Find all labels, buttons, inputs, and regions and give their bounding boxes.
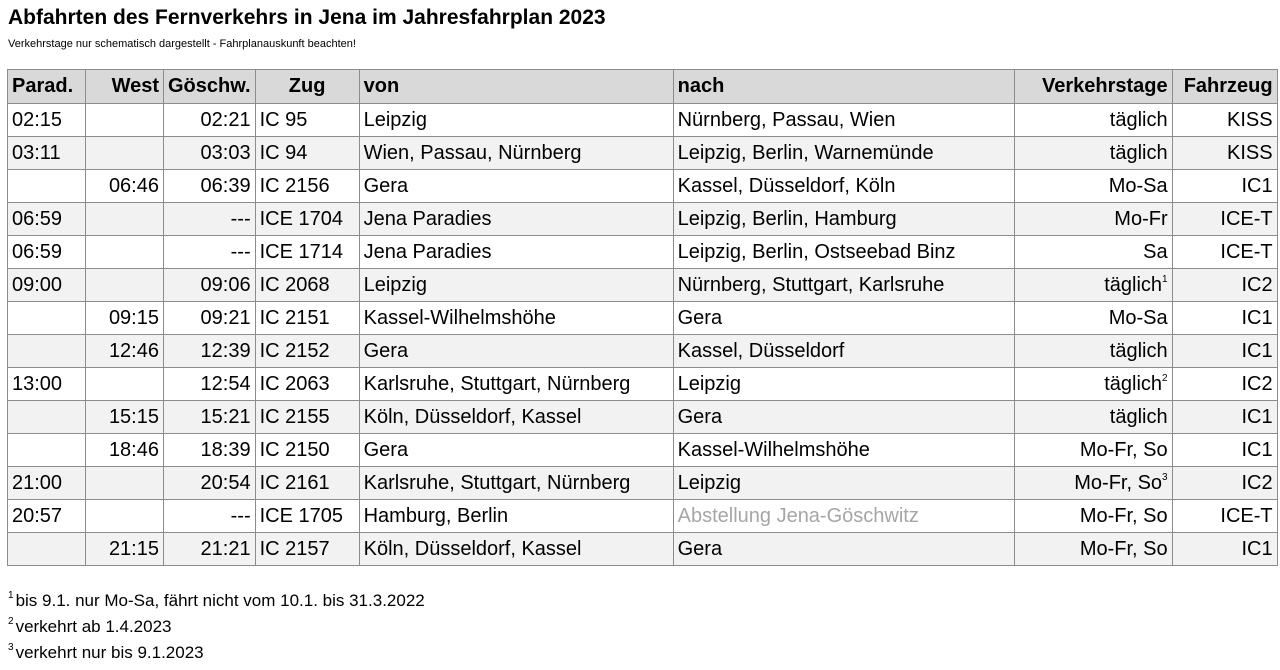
cell-zug: IC 2063 (255, 368, 359, 401)
cell-von: Leipzig (359, 104, 673, 137)
cell-paradies: 20:57 (8, 500, 86, 533)
cell-verkehrstage (1014, 170, 1172, 203)
verkehrstage-text: Sa (1143, 241, 1168, 263)
table-row (8, 467, 1278, 500)
cell-von: Hamburg, Berlin (359, 500, 673, 533)
cell-verkehrstage (1014, 203, 1172, 236)
footnote-text: bis 9.1. nur Mo-Sa, fährt nicht vom 10.1. bis 31.3.2022 (15, 591, 425, 610)
cell-nach: Leipzig, Berlin, Ostseebad Binz (673, 236, 1014, 269)
table-row (8, 104, 1278, 137)
departures-table (7, 69, 1278, 566)
cell-nach: Nürnberg, Passau, Wien (673, 104, 1014, 137)
cell-verkehrstage (1014, 302, 1172, 335)
cell-von: Gera (359, 434, 673, 467)
cell-fahrzeug: ICE-T (1172, 203, 1277, 236)
cell-west (86, 203, 164, 236)
cell-paradies (8, 533, 86, 566)
cell-von: Karlsruhe, Stuttgart, Nürnberg (359, 368, 673, 401)
cell-zug: IC 2151 (255, 302, 359, 335)
verkehrstage-text: Mo-Sa (1108, 307, 1168, 329)
cell-goeschwitz: 03:03 (164, 137, 256, 170)
cell-paradies (8, 434, 86, 467)
cell-von: Köln, Düsseldorf, Kassel (359, 533, 673, 566)
cell-verkehrstage (1014, 104, 1172, 137)
footnote-reference: 3 (1162, 472, 1168, 483)
verkehrstage-text: Mo-Fr, So (1074, 472, 1163, 494)
cell-verkehrstage (1014, 269, 1172, 302)
cell-paradies: 21:00 (8, 467, 86, 500)
cell-west (86, 137, 164, 170)
cell-goeschwitz: 18:39 (164, 434, 256, 467)
cell-paradies: 02:15 (8, 104, 86, 137)
footnote-mark: 3 (8, 642, 14, 653)
cell-nach: Leipzig (673, 467, 1014, 500)
cell-paradies: 06:59 (8, 236, 86, 269)
header-nach: nach (673, 70, 1014, 104)
cell-fahrzeug: IC1 (1172, 401, 1277, 434)
verkehrstage-text: Mo-Fr (1114, 208, 1168, 230)
cell-goeschwitz: 12:54 (164, 368, 256, 401)
page-subtitle: Verkehrstage nur schematisch dargestellt - Fahrplanauskunft beachten! (8, 38, 356, 50)
cell-west: 15:15 (86, 401, 164, 434)
header-parad: Parad. (8, 70, 86, 104)
cell-nach: Gera (673, 401, 1014, 434)
cell-nach: Kassel-Wilhelmshöhe (673, 434, 1014, 467)
verkehrstage-text: täglich (1104, 373, 1163, 395)
table-header-row (8, 70, 1278, 104)
cell-von: Jena Paradies (359, 236, 673, 269)
table-row (8, 500, 1278, 533)
footnote-reference: 2 (1162, 373, 1168, 384)
cell-goeschwitz: 02:21 (164, 104, 256, 137)
cell-nach: Nürnberg, Stuttgart, Karlsruhe (673, 269, 1014, 302)
page-title: Abfahrten des Fernverkehrs in Jena im Jahresfahrplan 2023 (8, 6, 606, 29)
cell-verkehrstage (1014, 467, 1172, 500)
header-west: West (86, 70, 164, 104)
cell-verkehrstage (1014, 137, 1172, 170)
cell-verkehrstage (1014, 500, 1172, 533)
cell-goeschwitz: 12:39 (164, 335, 256, 368)
cell-von: Kassel-Wilhelmshöhe (359, 302, 673, 335)
cell-west (86, 467, 164, 500)
cell-nach: Leipzig (673, 368, 1014, 401)
cell-verkehrstage (1014, 401, 1172, 434)
cell-zug: IC 2152 (255, 335, 359, 368)
cell-fahrzeug: IC1 (1172, 302, 1277, 335)
footnote-mark: 1 (8, 590, 14, 601)
cell-verkehrstage (1014, 335, 1172, 368)
cell-west: 12:46 (86, 335, 164, 368)
verkehrstage-text: täglich (1104, 274, 1163, 296)
verkehrstage-text: Mo-Fr, So (1079, 538, 1168, 560)
cell-zug: IC 2161 (255, 467, 359, 500)
cell-zug: ICE 1705 (255, 500, 359, 533)
cell-paradies (8, 170, 86, 203)
cell-fahrzeug: IC1 (1172, 335, 1277, 368)
footnote (8, 614, 425, 640)
cell-west: 09:15 (86, 302, 164, 335)
cell-zug: IC 94 (255, 137, 359, 170)
table-row (8, 434, 1278, 467)
cell-nach: Kassel, Düsseldorf (673, 335, 1014, 368)
footnote-reference: 1 (1162, 274, 1168, 285)
table-row (8, 401, 1278, 434)
cell-west (86, 368, 164, 401)
cell-fahrzeug: IC1 (1172, 533, 1277, 566)
cell-west (86, 269, 164, 302)
footnote (8, 640, 425, 666)
cell-goeschwitz: 15:21 (164, 401, 256, 434)
cell-zug: IC 2156 (255, 170, 359, 203)
cell-verkehrstage (1014, 236, 1172, 269)
footnotes (8, 588, 425, 666)
cell-fahrzeug: ICE-T (1172, 236, 1277, 269)
cell-goeschwitz: --- (164, 203, 256, 236)
cell-west (86, 236, 164, 269)
cell-west: 06:46 (86, 170, 164, 203)
table-body (8, 104, 1278, 566)
footnote-text: verkehrt ab 1.4.2023 (15, 617, 172, 636)
cell-nach: Abstellung Jena-Göschwitz (673, 500, 1014, 533)
header-fahrzeug: Fahrzeug (1172, 70, 1277, 104)
cell-verkehrstage (1014, 434, 1172, 467)
header-von: von (359, 70, 673, 104)
cell-paradies: 13:00 (8, 368, 86, 401)
cell-zug: IC 2068 (255, 269, 359, 302)
verkehrstage-text: Mo-Fr, So (1079, 505, 1168, 527)
cell-goeschwitz: 20:54 (164, 467, 256, 500)
cell-goeschwitz: --- (164, 500, 256, 533)
header-zug: Zug (255, 70, 359, 104)
cell-fahrzeug: IC1 (1172, 434, 1277, 467)
verkehrstage-text: täglich (1109, 109, 1168, 131)
cell-west (86, 104, 164, 137)
table-row (8, 170, 1278, 203)
table-row (8, 203, 1278, 236)
cell-fahrzeug: ICE-T (1172, 500, 1277, 533)
table-row (8, 335, 1278, 368)
cell-nach: Kassel, Düsseldorf, Köln (673, 170, 1014, 203)
cell-verkehrstage (1014, 368, 1172, 401)
cell-west: 21:15 (86, 533, 164, 566)
cell-paradies (8, 401, 86, 434)
cell-paradies: 03:11 (8, 137, 86, 170)
footnote (8, 588, 425, 614)
table-row (8, 236, 1278, 269)
verkehrstage-text: Mo-Sa (1108, 175, 1168, 197)
cell-von: Karlsruhe, Stuttgart, Nürnberg (359, 467, 673, 500)
table-row (8, 302, 1278, 335)
cell-goeschwitz: 21:21 (164, 533, 256, 566)
verkehrstage-text: täglich (1109, 142, 1168, 164)
cell-nach: Gera (673, 533, 1014, 566)
cell-zug: IC 2157 (255, 533, 359, 566)
verkehrstage-text: täglich (1109, 406, 1168, 428)
cell-von: Gera (359, 335, 673, 368)
cell-fahrzeug: KISS (1172, 104, 1277, 137)
cell-goeschwitz: 09:21 (164, 302, 256, 335)
footnote-mark: 2 (8, 616, 14, 627)
footnote-text: verkehrt nur bis 9.1.2023 (15, 643, 204, 662)
cell-fahrzeug: IC2 (1172, 269, 1277, 302)
cell-paradies (8, 302, 86, 335)
cell-zug: IC 2150 (255, 434, 359, 467)
cell-paradies: 06:59 (8, 203, 86, 236)
cell-goeschwitz: 06:39 (164, 170, 256, 203)
cell-fahrzeug: IC2 (1172, 368, 1277, 401)
verkehrstage-text: Mo-Fr, So (1079, 439, 1168, 461)
cell-von: Wien, Passau, Nürnberg (359, 137, 673, 170)
cell-goeschwitz: 09:06 (164, 269, 256, 302)
table-row (8, 368, 1278, 401)
cell-west: 18:46 (86, 434, 164, 467)
cell-fahrzeug: IC2 (1172, 467, 1277, 500)
cell-zug: IC 95 (255, 104, 359, 137)
header-goeschwitz: Göschw. (164, 70, 256, 104)
cell-zug: IC 2155 (255, 401, 359, 434)
table-row (8, 137, 1278, 170)
cell-nach: Leipzig, Berlin, Warnemünde (673, 137, 1014, 170)
cell-nach: Leipzig, Berlin, Hamburg (673, 203, 1014, 236)
cell-zug: ICE 1704 (255, 203, 359, 236)
cell-von: Köln, Düsseldorf, Kassel (359, 401, 673, 434)
table-row (8, 533, 1278, 566)
cell-fahrzeug: KISS (1172, 137, 1277, 170)
cell-von: Leipzig (359, 269, 673, 302)
cell-von: Gera (359, 170, 673, 203)
cell-verkehrstage (1014, 533, 1172, 566)
header-verkehrstage: Verkehrstage (1014, 70, 1172, 104)
cell-zug: ICE 1714 (255, 236, 359, 269)
cell-paradies (8, 335, 86, 368)
cell-goeschwitz: --- (164, 236, 256, 269)
cell-west (86, 500, 164, 533)
table-row (8, 269, 1278, 302)
cell-fahrzeug: IC1 (1172, 170, 1277, 203)
cell-paradies: 09:00 (8, 269, 86, 302)
cell-nach: Gera (673, 302, 1014, 335)
verkehrstage-text: täglich (1109, 340, 1168, 362)
cell-von: Jena Paradies (359, 203, 673, 236)
